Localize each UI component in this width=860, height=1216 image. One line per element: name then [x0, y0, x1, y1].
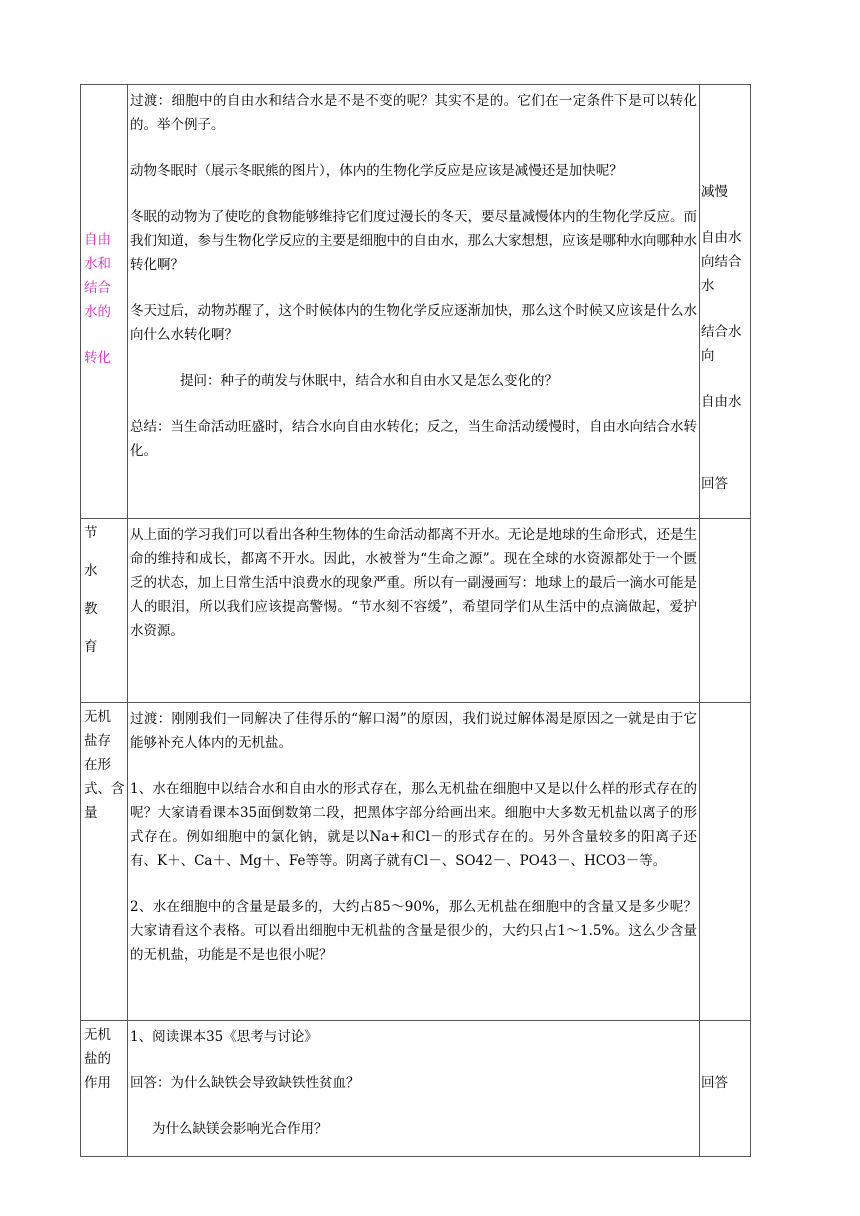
- row-label-cell: [81, 85, 128, 519]
- row-content: [128, 519, 699, 643]
- paragraph: 过渡：刚刚我们一同解决了佳得乐的“解口渴”的原因，我们说过解体渴是原因之一就是由于它能够补充人体内的无机盐。: [130, 711, 697, 751]
- paragraph: 从上面的学习我们可以看出各种生物体的生命活动都离不开水。无论是地球的生命形式，还是生命的维持和成长，都离不开水。因此，水被誉为“生命之源”。现在全球的水资源都处于一个匮乏的状态，加上日常生活中浪费水的现象严重。所以有一副漫画写：地球上的最后一滴水可能是人的眼泪，所以我们应该提高警惕。“节水刻不容缓”，希望同学们从生活中的点滴做起，爱护水资源。: [130, 527, 697, 639]
- table-row-inorganic-salt-function: [81, 1021, 751, 1157]
- row-label: 节 水 教 育: [84, 525, 98, 655]
- row-content: [128, 85, 699, 463]
- row-side-cell: [700, 1021, 751, 1157]
- table-row-inorganic-salt-form: [81, 703, 751, 1021]
- row-content: [128, 703, 699, 967]
- paragraph: 回答：为什么缺铁会导致缺铁性贫血？: [130, 1075, 360, 1091]
- paragraph: 2、水在细胞中的含量是最多的，大约占85～90%，那么无机盐在细胞中的含量又是多少呢？大家请看这个表格。可以看出细胞中无机盐的含量是很少的，大约只占1～1.5%。这么少含量的无机盐，功能是不是也很小呢？: [130, 899, 697, 963]
- paragraph: 为什么缺镁会影响光合作用？: [152, 1121, 328, 1137]
- paragraph: 过渡：细胞中的自由水和结合水是不是不变的呢？其实不是的。它们在一定条件下是可以转化的。举个例子。: [130, 93, 697, 133]
- row-label-cell: [81, 1021, 128, 1157]
- table-row-water-conversion: [81, 85, 751, 519]
- row-label: 无机 盐存 在形 式、含 量: [84, 709, 125, 821]
- row-content: [128, 1021, 699, 1141]
- row-side-cell: [700, 519, 751, 703]
- row-side: 回答: [701, 1075, 728, 1091]
- paragraph: 冬眠的动物为了使吃的食物能够维持它们度过漫长的冬天，要尽量减慢体内的生物化学反应。而我们知道，参与生物化学反应的主要是细胞中的自由水，那么大家想想，应该是哪种水向哪种水转化啊？: [130, 209, 697, 273]
- paragraph: 动物冬眠时（展示冬眠熊的图片），体内的生物化学反应是应该是减慢还是加快呢？: [130, 163, 623, 179]
- row-side: 减慢 自由水向结合水 结合水向 自由水 回答: [701, 184, 742, 492]
- paragraph: 冬天过后，动物苏醒了，这个时候体内的生物化学反应逐渐加快，那么这个时候又应该是什么水向什么水转化啊？: [130, 303, 697, 343]
- row-content-cell: [128, 1021, 700, 1157]
- row-content-cell: [128, 703, 700, 1021]
- row-label: 自由 水和 结合 水的 转化: [84, 232, 111, 366]
- row-side-cell: [700, 85, 751, 519]
- paragraph: 1、水在细胞中以结合水和自由水的形式存在，那么无机盐在细胞中又是以什么样的形式存在的呢？大家请看课本35面倒数第二段，把黑体字部分给画出来。细胞中大多数无机盐以离子的形式存在。例如细胞中的氯化钠，就是以Na+和Cl－的形式存在的。另外含量较多的阳离子还有、K＋、Ca＋、Mg＋、Fe等等。阴离子就有Cl－、SO42－、PO43－、HCO3－等。: [130, 781, 697, 869]
- row-label-cell: [81, 519, 128, 703]
- row-label: 无机 盐的 作用: [84, 1027, 111, 1091]
- row-content-cell: [128, 519, 700, 703]
- row-side-cell: [700, 703, 751, 1021]
- table-row-water-saving: [81, 519, 751, 703]
- row-label-cell: [81, 703, 128, 1021]
- paragraph: 总结：当生命活动旺盛时，结合水向自由水转化；反之，当生命活动缓慢时，自由水向结合水转化。: [130, 419, 697, 459]
- lesson-plan-table: [80, 84, 751, 1157]
- row-content-cell: [128, 85, 700, 519]
- paragraph: 1、阅读课本35《思考与讨论》: [130, 1029, 318, 1045]
- paragraph: 提问：种子的萌发与休眠中，结合水和自由水又是怎么变化的？: [180, 373, 558, 389]
